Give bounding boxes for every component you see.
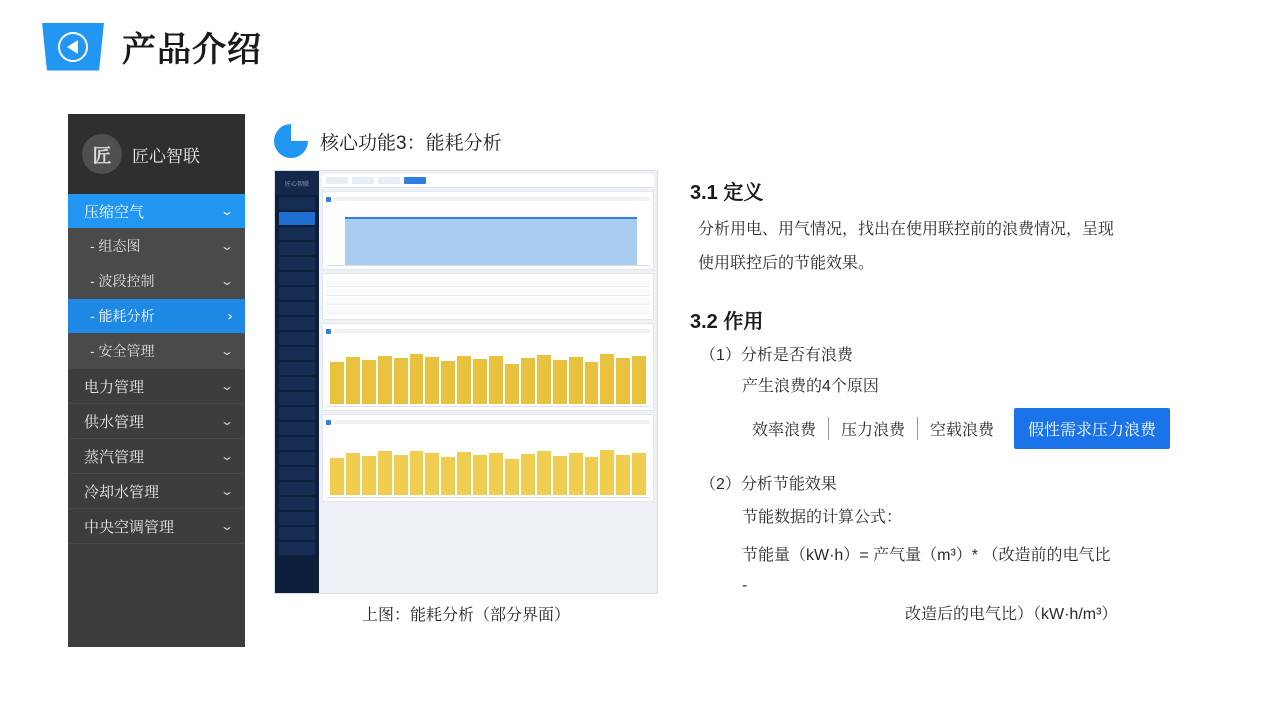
- screenshot-sidebar-item: [279, 422, 315, 435]
- screenshot-sidebar-item: [279, 527, 315, 540]
- tag-false-demand-pressure-waste[interactable]: 假性需求压力浪费: [1014, 408, 1170, 449]
- definition-line-1: 分析用电、用气情况，找出在使用联控前的浪费情况，呈现: [698, 221, 1115, 238]
- sidebar-item-label: - 波段控制: [90, 273, 155, 289]
- screenshot-marker-icon: [326, 329, 331, 334]
- sidebar-item-label: 电力管理: [84, 378, 145, 396]
- tag-idle-waste[interactable]: 空载浪费: [930, 422, 995, 439]
- purpose-item-2-sub: 节能数据的计算公式：: [742, 509, 903, 526]
- table-row: [326, 307, 650, 314]
- formula-line-2: -: [742, 577, 748, 594]
- chevron-down-icon: ⌄: [219, 204, 235, 218]
- energy-analysis-screenshot: [274, 170, 658, 594]
- screenshot-card-header: [326, 327, 650, 335]
- screenshot-sidebar-item: [279, 242, 315, 255]
- screenshot-area-chart: [326, 206, 650, 266]
- screenshot-bar-card-1: [322, 323, 654, 411]
- sidebar-item-central-ac[interactable]: [68, 509, 245, 544]
- sidebar-item-power-management[interactable]: [68, 369, 245, 404]
- tag-pressure-waste[interactable]: 压力浪费: [829, 417, 918, 440]
- screenshot-marker-icon: [326, 420, 331, 425]
- chevron-down-icon: ⌄: [219, 519, 235, 533]
- sidebar-item-water-supply[interactable]: [68, 404, 245, 439]
- screenshot-sidebar-item: [279, 392, 315, 405]
- screenshot-sidebar-item: [279, 377, 315, 390]
- screenshot-table-card: [322, 273, 654, 320]
- sidebar-item-energy-analysis[interactable]: [68, 299, 245, 334]
- chevron-down-icon: ⌄: [219, 274, 235, 288]
- sidebar-item-label: 冷却水管理: [84, 483, 160, 501]
- slide-header: [0, 22, 262, 71]
- screenshot-card-header: [326, 195, 650, 203]
- screenshot-sidebar-item: [279, 347, 315, 360]
- screenshot-toolbar: [322, 174, 654, 188]
- chevron-down-icon: ⌄: [219, 449, 235, 463]
- screenshot-sidebar-item: [279, 332, 315, 345]
- screenshot-text-line: [334, 197, 650, 201]
- sidebar-item-band-control[interactable]: [68, 264, 245, 299]
- screenshot-sidebar-item: [279, 482, 315, 495]
- screenshot-sidebar-item: [279, 317, 315, 330]
- formula-line-3: 改造后的电气比）（kW·h/m³）: [905, 606, 1118, 623]
- table-row: [326, 289, 650, 296]
- definition-line-2: 使用联控后的节能效果。: [698, 255, 875, 272]
- screenshot-sidebar: [275, 171, 319, 593]
- sidebar-item-cooling-water[interactable]: [68, 474, 245, 509]
- purpose-item-2: （2）分析节能效果: [700, 476, 837, 493]
- purpose-item-1-sub: 产生浪费的4个原因: [742, 378, 879, 395]
- screenshot-chart-card: [322, 191, 654, 270]
- chevron-down-icon: ⌄: [219, 344, 235, 358]
- chevron-down-icon: ⌄: [219, 484, 235, 498]
- screenshot-sidebar-item: [279, 512, 315, 525]
- purpose-item-1: （1）分析是否有浪费: [700, 347, 853, 364]
- screenshot-caption: 上图：能耗分析（部分界面）: [361, 607, 570, 624]
- screenshot-sidebar-logo: 匠心智联: [275, 171, 319, 195]
- table-row: [326, 298, 650, 305]
- sidebar-item-label: - 组态图: [90, 238, 141, 254]
- brand-logo-icon: 匠: [82, 134, 122, 174]
- screenshot-sidebar-item: [279, 212, 315, 225]
- screenshot-sidebar-item: [279, 467, 315, 480]
- sidebar-item-label: 压缩空气: [84, 203, 145, 221]
- chevron-down-icon: ⌄: [219, 379, 235, 393]
- chevron-down-icon: ⌄: [219, 414, 235, 428]
- sidebar-item-configuration-diagram[interactable]: [68, 229, 245, 264]
- brand-name: 匠心智联: [132, 146, 200, 166]
- screenshot-marker-icon: [326, 197, 331, 202]
- screenshot-sidebar-item: [279, 257, 315, 270]
- screenshot-sidebar-item: [279, 407, 315, 420]
- screenshot-table-rows: [326, 280, 650, 314]
- screenshot-card-header: [326, 418, 650, 426]
- tag-efficiency-waste[interactable]: 效率浪费: [740, 417, 829, 440]
- screenshot-sidebar-item: [279, 272, 315, 285]
- page-title: 产品介绍: [122, 31, 262, 69]
- screenshot-bar-card-2: [322, 414, 654, 502]
- screenshot-text-line: [334, 329, 650, 333]
- waste-reason-tags: [740, 408, 1250, 449]
- pie-chart-icon: [274, 124, 308, 158]
- sidebar-item-label: 蒸汽管理: [84, 448, 145, 466]
- screenshot-text-line: [334, 420, 650, 424]
- sidebar-item-label: 中央空调管理: [84, 518, 175, 536]
- screenshot-sidebar-item: [279, 302, 315, 315]
- table-row: [326, 280, 650, 287]
- sidebar-item-steam-management[interactable]: [68, 439, 245, 474]
- screenshot-sidebar-item: [279, 542, 315, 555]
- sidebar-item-label: 供水管理: [84, 413, 145, 431]
- center-title-label: 核心功能3：能耗分析: [320, 132, 502, 154]
- screenshot-sidebar-item: [279, 497, 315, 510]
- chevron-right-icon: ›: [227, 309, 233, 323]
- product-nav-panel: [68, 114, 245, 647]
- screenshot-sidebar-item: [279, 227, 315, 240]
- sidebar-item-label: - 能耗分析: [90, 308, 155, 324]
- header-badge: [42, 23, 104, 71]
- sidebar-item-label: - 安全管理: [90, 343, 155, 359]
- screenshot-chip: [378, 177, 400, 184]
- sidebar-item-compressed-air[interactable]: [68, 194, 245, 229]
- section-title-purpose: 3.2 作用: [690, 311, 764, 333]
- screenshot-chip-primary: [404, 177, 426, 184]
- screenshot-sidebar-item: [279, 197, 315, 210]
- screenshot-sidebar-item: [279, 287, 315, 300]
- center-heading: [274, 124, 502, 158]
- chevron-down-icon: ⌄: [219, 239, 235, 253]
- screenshot-bar-chart: [326, 426, 650, 498]
- screenshot-main-area: [319, 171, 657, 593]
- screenshot-sidebar-item: [279, 452, 315, 465]
- screenshot-sidebar-item: [279, 437, 315, 450]
- play-triangle-icon: [58, 32, 88, 62]
- section-title-definition: 3.1 定义: [690, 182, 764, 204]
- formula-line-1: 节能量（kW·h）= 产气量（m³）* （改造前的电气比: [742, 547, 1111, 564]
- nav-brand: [68, 114, 245, 194]
- screenshot-chip: [326, 177, 348, 184]
- content-column: [690, 176, 1250, 624]
- screenshot-sidebar-item: [279, 362, 315, 375]
- screenshot-bar-chart: [326, 335, 650, 407]
- sidebar-item-safety-management[interactable]: [68, 334, 245, 369]
- screenshot-chip: [352, 177, 374, 184]
